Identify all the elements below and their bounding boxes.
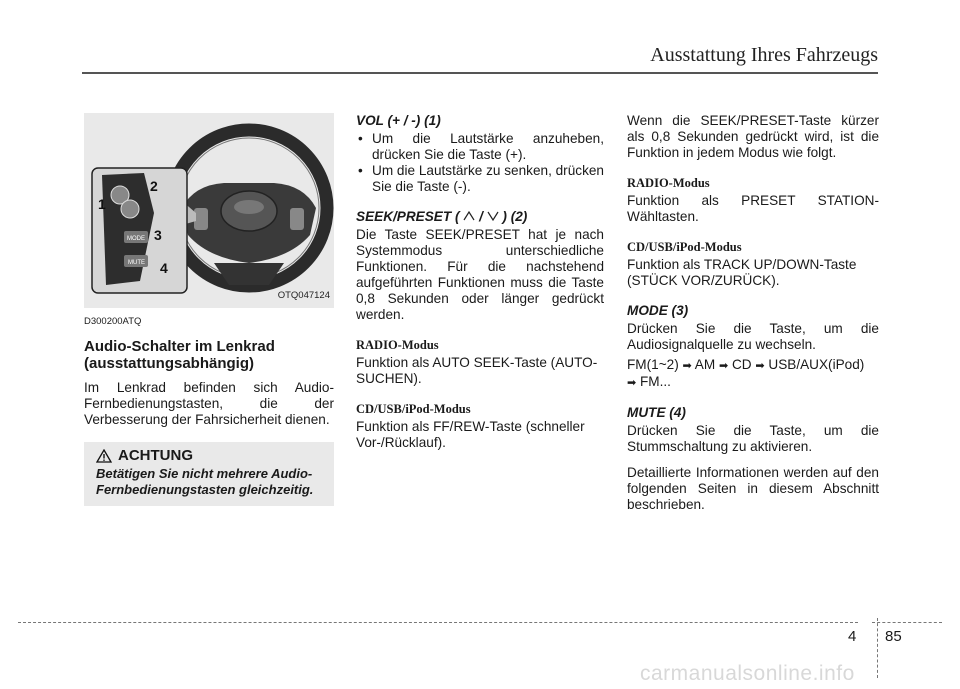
arrow-right-icon: ➡ bbox=[755, 360, 765, 372]
seek-cd-heading: CD/USB/iPod-Modus bbox=[356, 402, 471, 416]
seek-title-separator: / bbox=[479, 209, 483, 224]
arrow-right-icon: ➡ bbox=[682, 360, 692, 372]
short-radio-text: Funktion als PRESET STATION-Wähltasten. bbox=[627, 193, 879, 224]
more-info-text: Detaillierte Informationen werden auf den folgenden Seiten in diesem Abschnitt beschrieben. bbox=[627, 465, 879, 512]
warning-heading: ACHTUNG bbox=[118, 447, 193, 464]
figure-code: OTQ047124 bbox=[277, 290, 330, 301]
seek-cd-text: Funktion als FF/REW-Taste (schneller Vor-/Rücklauf). bbox=[356, 419, 585, 450]
header-rule bbox=[82, 72, 878, 74]
vol-bullet: • Um die Lautstärke anzuheben, drücken Sie die Taste (+). bbox=[356, 131, 604, 163]
vol-bullet-list bbox=[356, 131, 604, 195]
footer-rule bbox=[18, 622, 858, 623]
section-code: D300200ATQ bbox=[84, 316, 142, 327]
short-cd-text: Funktion als TRACK UP/DOWN-Taste (STÜCK VOR/ZURÜCK). bbox=[627, 257, 857, 288]
mute-title: MUTE (4) bbox=[627, 405, 686, 420]
column-right bbox=[627, 113, 879, 513]
mode-seq-item: AM bbox=[694, 357, 716, 372]
warning-triangle-icon bbox=[96, 449, 112, 463]
short-press-text: Wenn die SEEK/PRESET-Taste kürzer als 0,8 Sekunden gedrückt wird, ist die Funktion in jedem Modus wie folgt. bbox=[627, 113, 879, 160]
mode-seq-item: CD bbox=[731, 357, 752, 372]
seek-radio-text: Funktion als AUTO SEEK-Taste (AUTO-SUCHEN). bbox=[356, 355, 598, 386]
seek-text: Die Taste SEEK/PRESET hat je nach Systemmodus unterschiedliche Funktionen. Für die nachstehend aufgeführten Funktionen muss die Taste 0,8 Sekunden oder länger gedrückt werden. bbox=[356, 227, 604, 322]
mode-title: MODE (3) bbox=[627, 303, 689, 318]
column-middle bbox=[356, 113, 604, 451]
footer-rule bbox=[872, 622, 942, 623]
callout-1: 1 bbox=[98, 196, 106, 212]
seek-title bbox=[356, 209, 604, 225]
section-title: Audio-Schalter im Lenkrad (ausstattungsabhängig) bbox=[84, 338, 275, 372]
watermark-text: carmanualsonline.info bbox=[640, 662, 855, 685]
seek-down-icon bbox=[487, 211, 499, 221]
arrow-right-icon: ➡ bbox=[627, 377, 637, 389]
page-number: 85 bbox=[885, 628, 902, 645]
footer-divider bbox=[877, 618, 878, 678]
warning-text: Betätigen Sie nicht mehrere Audio-Fernbedienungstasten gleichzeitig. bbox=[96, 466, 314, 497]
steering-wheel-illustration bbox=[84, 113, 334, 308]
mode-text: Drücken Sie die Taste, um die Audiosignalquelle zu wechseln. bbox=[627, 321, 879, 352]
short-radio-heading: RADIO-Modus bbox=[627, 176, 710, 190]
seek-up-icon bbox=[463, 211, 475, 221]
vol-title: VOL (+ / -) (1) bbox=[356, 113, 441, 128]
vol-bullet: • Um die Lautstärke zu senken, drücken Sie die Taste (-). bbox=[356, 163, 604, 195]
mute-button-label: MUTE bbox=[128, 260, 145, 266]
chapter-number: 4 bbox=[848, 628, 857, 645]
callout-2: 2 bbox=[150, 178, 158, 194]
page-header-title: Ausstattung Ihres Fahrzeugs bbox=[650, 44, 878, 66]
seek-title-prefix: SEEK/PRESET ( bbox=[356, 209, 460, 224]
mute-text: Drücken Sie die Taste, um die Stummschaltung zu aktivieren. bbox=[627, 423, 879, 454]
callout-3: 3 bbox=[154, 227, 162, 243]
seek-radio-heading: RADIO-Modus bbox=[356, 338, 439, 352]
callout-4: 4 bbox=[160, 260, 168, 276]
mode-button-label: MODE bbox=[127, 236, 145, 242]
column-left bbox=[84, 113, 334, 506]
arrow-right-icon: ➡ bbox=[718, 360, 729, 372]
mode-seq-item: FM(1~2) bbox=[627, 357, 679, 372]
mode-sequence bbox=[627, 357, 879, 391]
steering-wheel-figure bbox=[84, 113, 334, 308]
short-cd-heading: CD/USB/iPod-Modus bbox=[627, 240, 742, 254]
mode-seq-item: USB/AUX(iPod) bbox=[768, 357, 865, 372]
section-intro: Im Lenkrad befinden sich Audio-Fernbedienungstasten, die der Verbesserung der Fahrsicherheit dienen. bbox=[84, 380, 334, 427]
seek-title-suffix: ) (2) bbox=[502, 209, 528, 224]
warning-box bbox=[84, 442, 334, 506]
mode-seq-item: FM... bbox=[640, 374, 671, 389]
